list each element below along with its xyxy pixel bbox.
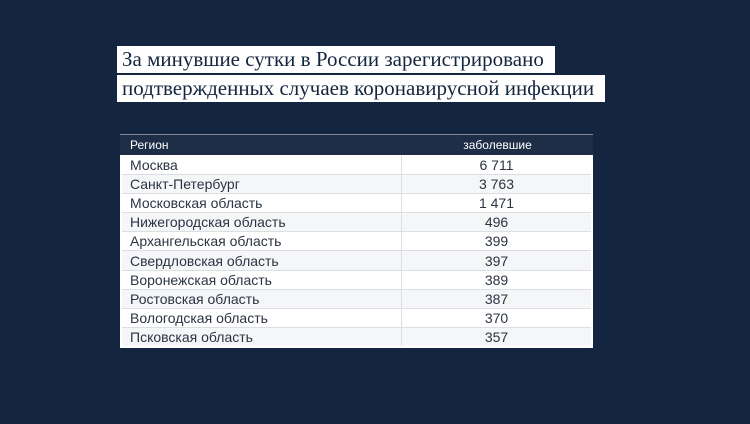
header-region: Регион <box>130 138 169 152</box>
table-row <box>122 194 591 213</box>
region-cell: Воронежская область <box>122 271 402 289</box>
cases-cell: 6 711 <box>479 157 514 174</box>
table-row <box>122 251 591 270</box>
table-row <box>122 290 591 309</box>
table-body <box>120 155 593 348</box>
cases-cell: 496 <box>484 214 509 231</box>
cases-cell: 357 <box>484 328 509 345</box>
region-cell: Москва <box>122 156 402 174</box>
headline <box>117 46 605 104</box>
region-cell: Архангельская область <box>122 232 402 250</box>
cases-cell: 387 <box>484 290 509 307</box>
headline-text-1: За минувшие сутки в России зарегистрировано <box>117 46 555 73</box>
cases-cell: 370 <box>484 309 509 326</box>
region-cell: Санкт-Петербург <box>122 175 402 193</box>
table-row <box>122 156 591 175</box>
table-row <box>122 271 591 290</box>
region-cell: Нижегородская область <box>122 213 402 231</box>
headline-text-2: подтвержденных случаев коронавирусной инфекции <box>117 75 605 102</box>
headline-line-1 <box>117 46 605 73</box>
table-row <box>122 213 591 232</box>
region-cell: Ростовская область <box>122 290 402 308</box>
table-header-row <box>120 134 593 155</box>
region-cell: Свердловская область <box>122 251 402 269</box>
cases-cell: 3 763 <box>478 176 515 193</box>
cases-cell: 397 <box>484 252 509 269</box>
region-cell: Московская область <box>122 194 402 212</box>
region-cell: Псковская область <box>122 328 402 346</box>
header-cases: заболевшие <box>463 138 532 152</box>
table-row <box>122 175 591 194</box>
cases-cell: 1 471 <box>478 195 515 212</box>
table-row <box>122 328 591 346</box>
cases-cell: 389 <box>484 271 509 288</box>
headline-line-2 <box>117 75 605 102</box>
cases-cell: 399 <box>484 233 509 250</box>
region-cell: Вологодская область <box>122 309 402 327</box>
table-row <box>122 232 591 251</box>
cases-table <box>120 134 593 348</box>
table-row <box>122 309 591 328</box>
